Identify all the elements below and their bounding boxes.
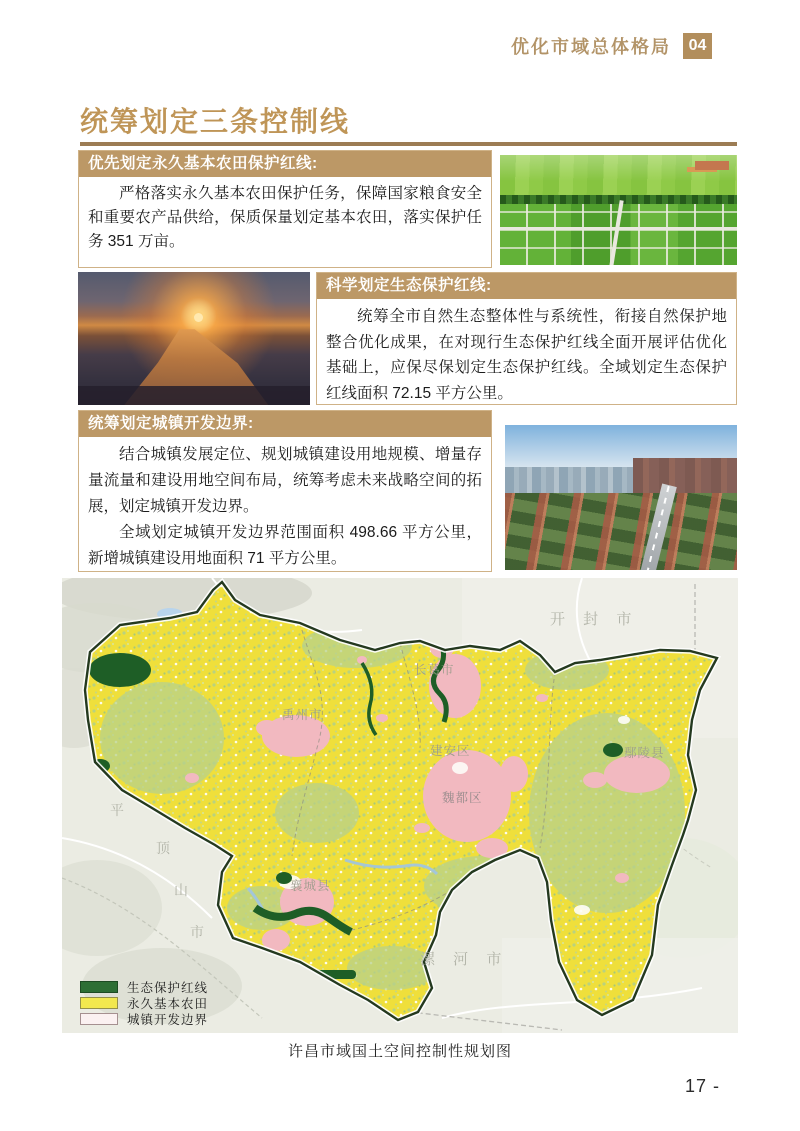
map-label-pingdingshan-2: 顶 bbox=[156, 840, 170, 856]
title-underline bbox=[80, 142, 737, 146]
legend-swatch-ecological bbox=[80, 981, 118, 993]
section-body bbox=[317, 299, 736, 406]
map-label-changge: 长葛市 bbox=[414, 663, 455, 677]
sun-glow bbox=[194, 313, 203, 322]
city-road bbox=[640, 483, 677, 570]
planning-map-svg bbox=[62, 578, 738, 1033]
map-label-pingdingshan-3: 山 bbox=[174, 882, 188, 898]
city-skyline bbox=[505, 467, 737, 493]
farmland-paddy-grid bbox=[500, 204, 737, 265]
section-paragraph: 严格落实永久基本农田保护任务，保障国家粮食安全和重要农产品供给，保质保量划定基本农田，落实保护任务 351 万亩。 bbox=[88, 185, 482, 250]
section-paragraph: 结合城镇发展定位、规划城镇建设用地规模、增量存量流量和建设用地空间布局，统筹考虑未来战略空间的拓展，划定城镇开发边界。 bbox=[88, 446, 482, 515]
city-aerial-photo bbox=[505, 425, 737, 570]
legend-label: 城镇开发边界 bbox=[127, 1012, 209, 1027]
map-label-weidu: 魏都区 bbox=[442, 791, 483, 805]
river-bank-silhouette bbox=[78, 386, 310, 405]
legend-row-ecological bbox=[80, 980, 208, 993]
sunset-river-photo bbox=[78, 272, 310, 405]
map-label-kaifeng: 开 封 市 bbox=[550, 611, 639, 628]
chapter-number-badge: 04 bbox=[683, 33, 712, 59]
legend-row-farmland bbox=[80, 996, 208, 1009]
page-number: 17 - bbox=[684, 1076, 720, 1096]
section-heading: 统筹划定城镇开发边界: bbox=[79, 411, 491, 437]
page-title: 统筹划定三条控制线 bbox=[80, 106, 351, 137]
section-heading: 科学划定生态保护红线: bbox=[317, 273, 736, 299]
legend-swatch-urban bbox=[80, 1013, 118, 1025]
legend-row-urban bbox=[80, 1012, 208, 1025]
map-label-xiangcheng: 襄城县 bbox=[290, 879, 331, 893]
chapter-title: 优化市域总体格局 bbox=[511, 37, 671, 57]
map-caption: 许昌市域国土空间控制性规划图 bbox=[287, 1043, 512, 1060]
farmland-upper-fields bbox=[500, 155, 737, 195]
section-paragraph: 全域划定城镇开发边界范围面积 498.66 平方公里，新增城镇建设用地面积 71 平方公里。 bbox=[88, 524, 482, 567]
section-farmland-redline bbox=[78, 150, 492, 268]
map-label-yuzhou: 禹州市 bbox=[282, 708, 323, 722]
map-legend bbox=[80, 980, 208, 1025]
map-label-luohe: 漯 河 市 bbox=[420, 951, 509, 968]
map-label-jianan: 建安区 bbox=[430, 744, 471, 758]
chapter-header bbox=[511, 33, 712, 59]
planning-map bbox=[62, 578, 738, 1033]
section-ecological-redline bbox=[316, 272, 737, 405]
farmland-aerial-photo bbox=[500, 155, 737, 265]
section-body bbox=[79, 437, 491, 572]
map-label-pingdingshan-1: 平 bbox=[110, 802, 124, 818]
legend-label: 生态保护红线 bbox=[127, 980, 209, 995]
map-label-pingdingshan-4: 市 bbox=[190, 924, 204, 940]
map-label-yanling: 鄢陵县 bbox=[624, 746, 665, 760]
section-body bbox=[79, 177, 491, 254]
legend-swatch-farmland bbox=[80, 997, 118, 1009]
city-ground bbox=[505, 493, 737, 570]
section-urban-boundary bbox=[78, 410, 492, 572]
section-heading: 优先划定永久基本农田保护红线: bbox=[79, 151, 491, 177]
legend-label: 永久基本农田 bbox=[127, 996, 209, 1011]
section-paragraph: 统筹全市自然生态整体性与系统性，衔接自然保护地整合优化成果，在对现行生态保护红线全面开展评估优化基础上，应保尽保划定生态保护红线。全域划定生态保护红线面积 72.15 平方公里。 bbox=[326, 308, 727, 402]
